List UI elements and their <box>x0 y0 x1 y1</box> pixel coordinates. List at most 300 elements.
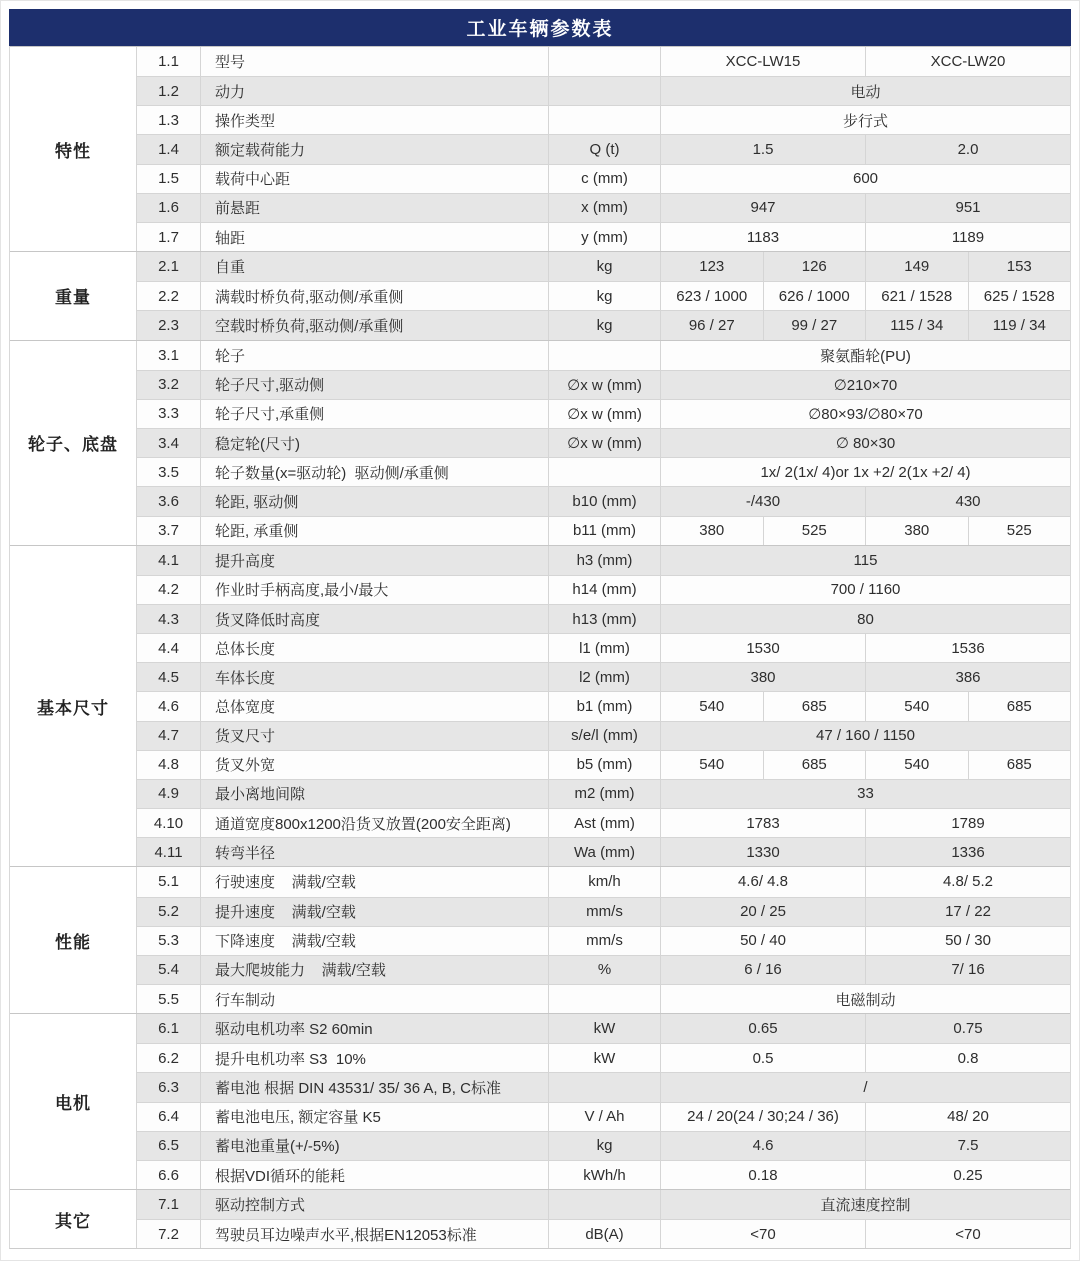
table-row <box>137 837 1070 866</box>
table-title: 工业车辆参数表 <box>466 19 614 40</box>
table-row <box>137 1014 1070 1043</box>
param-values <box>661 282 1070 310</box>
param-unit: dB(A) <box>549 1220 661 1248</box>
table-row <box>137 779 1070 808</box>
param-name: 轮距, 驱动侧 <box>201 487 549 515</box>
section-group <box>10 1013 1070 1189</box>
param-unit: b10 (mm) <box>549 487 661 515</box>
section-label: 其它 <box>10 1190 137 1248</box>
param-values <box>661 517 1070 545</box>
param-value: 1783 <box>746 814 780 832</box>
param-value: 7.5 <box>865 1132 1070 1160</box>
param-unit: h14 (mm) <box>549 576 661 604</box>
param-unit: mm/s <box>549 927 661 955</box>
param-values <box>661 809 1070 837</box>
param-unit: Q (t) <box>549 135 661 163</box>
param-unit: Ast (mm) <box>549 809 661 837</box>
table-row <box>137 252 1070 281</box>
row-number: 6.3 <box>137 1073 201 1101</box>
param-value: 50 / 30 <box>865 927 1070 955</box>
param-values <box>661 135 1070 163</box>
param-value: 380 <box>750 668 776 686</box>
param-name: 前悬距 <box>201 194 549 222</box>
row-number: 3.2 <box>137 371 201 399</box>
table-row <box>137 1219 1070 1248</box>
row-number: 2.3 <box>137 311 201 339</box>
param-values <box>661 956 1070 984</box>
param-name: 行驶速度 满载/空载 <box>201 867 549 896</box>
row-number: 1.1 <box>137 47 201 76</box>
param-value: 1536 <box>865 634 1070 662</box>
table-title-bar <box>9 9 1071 46</box>
row-number: 7.1 <box>137 1190 201 1219</box>
param-value: 119 / 34 <box>968 311 1071 339</box>
param-unit: l2 (mm) <box>549 663 661 691</box>
param-values <box>661 634 1070 662</box>
row-number: 1.4 <box>137 135 201 163</box>
param-unit: mm/s <box>549 898 661 926</box>
table-row <box>137 604 1070 633</box>
param-name: 下降速度 满载/空载 <box>201 927 549 955</box>
param-name: 通道宽度800x1200沿货叉放置(200安全距离) <box>201 809 549 837</box>
table-row <box>137 47 1070 76</box>
row-number: 3.3 <box>137 400 201 428</box>
param-name: 满载时桥负荷,驱动侧/承重侧 <box>201 282 549 310</box>
param-name: 最大爬坡能力 满载/空载 <box>201 956 549 984</box>
param-value: 126 <box>763 252 866 281</box>
row-number: 4.8 <box>137 751 201 779</box>
param-value: <70 <box>865 1220 1070 1248</box>
param-values <box>661 252 1070 281</box>
param-value: ∅ 80×30 <box>835 435 896 453</box>
table-row <box>137 1102 1070 1131</box>
row-number: 4.10 <box>137 809 201 837</box>
param-unit: ∅x w (mm) <box>549 400 661 428</box>
param-value: 525 <box>763 517 866 545</box>
param-values <box>661 927 1070 955</box>
section-rows <box>137 47 1070 251</box>
table-row <box>137 164 1070 193</box>
param-unit: % <box>549 956 661 984</box>
param-name: 提升高度 <box>201 546 549 575</box>
param-value: 115 <box>853 551 878 569</box>
param-value: 540 <box>865 751 968 779</box>
table-row <box>137 193 1070 222</box>
row-number: 1.6 <box>137 194 201 222</box>
param-value: 123 <box>699 258 725 276</box>
row-number: 1.2 <box>137 77 201 105</box>
table-row <box>137 1072 1070 1101</box>
param-value: XCC-LW15 <box>725 53 801 71</box>
table-row <box>137 955 1070 984</box>
param-value: 1x/ 2(1x/ 4)or 1x +2/ 2(1x +2/ 4) <box>760 463 971 481</box>
param-value: 380 <box>865 517 968 545</box>
param-value: 1189 <box>865 223 1070 251</box>
table-row <box>137 1190 1070 1219</box>
param-values <box>661 1014 1070 1043</box>
param-values <box>661 106 1070 134</box>
table-row <box>137 76 1070 105</box>
param-values <box>661 77 1070 105</box>
param-unit: m2 (mm) <box>549 780 661 808</box>
param-values <box>661 487 1070 515</box>
table-row <box>137 867 1070 896</box>
param-unit <box>549 106 661 134</box>
table-row <box>137 428 1070 457</box>
param-name: 车体长度 <box>201 663 549 691</box>
table-row <box>137 897 1070 926</box>
table-row <box>137 105 1070 134</box>
table-row <box>137 370 1070 399</box>
row-number: 4.5 <box>137 663 201 691</box>
row-number: 3.5 <box>137 458 201 486</box>
param-unit <box>549 341 661 370</box>
table-row <box>137 808 1070 837</box>
table-row <box>137 633 1070 662</box>
param-name: 轮子数量(x=驱动轮) 驱动侧/承重侧 <box>201 458 549 486</box>
row-number: 3.1 <box>137 341 201 370</box>
param-value: 7/ 16 <box>865 956 1070 984</box>
param-unit: h3 (mm) <box>549 546 661 575</box>
table-row <box>137 222 1070 251</box>
section-rows <box>137 252 1070 339</box>
param-values <box>661 165 1070 193</box>
param-values <box>661 985 1070 1013</box>
param-name: 额定载荷能力 <box>201 135 549 163</box>
param-name: 总体长度 <box>201 634 549 662</box>
section-label: 基本尺寸 <box>10 546 137 867</box>
row-number: 6.6 <box>137 1161 201 1189</box>
spec-table <box>9 46 1071 1249</box>
section-rows <box>137 1190 1070 1248</box>
section-group <box>10 866 1070 1013</box>
param-value: 1336 <box>865 838 1070 866</box>
section-rows <box>137 867 1070 1013</box>
param-value: 685 <box>968 751 1071 779</box>
param-name: 货叉外宽 <box>201 751 549 779</box>
param-values <box>661 1044 1070 1072</box>
table-row <box>137 662 1070 691</box>
row-number: 5.5 <box>137 985 201 1013</box>
param-value: 24 / 20(24 / 30;24 / 36) <box>687 1108 839 1126</box>
param-value: 626 / 1000 <box>763 282 866 310</box>
param-value: 96 / 27 <box>688 316 735 334</box>
param-unit <box>549 77 661 105</box>
param-name: 货叉降低时高度 <box>201 605 549 633</box>
param-unit <box>549 47 661 76</box>
param-value: 540 <box>865 692 968 720</box>
param-values <box>661 780 1070 808</box>
table-row <box>137 546 1070 575</box>
param-name: 作业时手柄高度,最小/最大 <box>201 576 549 604</box>
row-number: 1.7 <box>137 223 201 251</box>
param-value: 0.65 <box>748 1020 778 1038</box>
param-values <box>661 458 1070 486</box>
param-values <box>661 311 1070 339</box>
section-rows <box>137 546 1070 867</box>
param-value: 685 <box>763 692 866 720</box>
param-value: 80 <box>857 610 874 628</box>
table-row <box>137 926 1070 955</box>
param-value: 430 <box>865 487 1070 515</box>
table-row <box>137 721 1070 750</box>
param-value: 621 / 1528 <box>865 282 968 310</box>
table-row <box>137 134 1070 163</box>
param-name: 转弯半径 <box>201 838 549 866</box>
table-row <box>137 575 1070 604</box>
param-value: 电动 <box>850 83 881 101</box>
param-value: 1789 <box>865 809 1070 837</box>
row-number: 6.2 <box>137 1044 201 1072</box>
param-name: 载荷中心距 <box>201 165 549 193</box>
param-name: 蓄电池电压, 额定容量 K5 <box>201 1103 549 1131</box>
param-values <box>661 371 1070 399</box>
param-name: 行车制动 <box>201 985 549 1013</box>
row-number: 4.2 <box>137 576 201 604</box>
row-number: 4.6 <box>137 692 201 720</box>
section-label: 性能 <box>10 867 137 1013</box>
row-number: 6.1 <box>137 1014 201 1043</box>
param-values <box>661 1161 1070 1189</box>
param-value: 623 / 1000 <box>676 287 748 305</box>
param-value: 685 <box>968 692 1071 720</box>
table-row <box>137 516 1070 545</box>
param-values <box>661 47 1070 76</box>
param-values <box>661 838 1070 866</box>
param-values <box>661 663 1070 691</box>
param-values <box>661 429 1070 457</box>
param-value: 0.25 <box>865 1161 1070 1189</box>
param-values <box>661 692 1070 720</box>
param-value: 99 / 27 <box>763 311 866 339</box>
param-value: 0.75 <box>865 1014 1070 1043</box>
param-name: 型号 <box>201 47 549 76</box>
param-value: 685 <box>763 751 866 779</box>
param-value: 4.8/ 5.2 <box>865 867 1070 896</box>
param-value: 1530 <box>746 639 780 657</box>
param-values <box>661 546 1070 575</box>
section-group <box>10 340 1070 545</box>
param-values <box>661 605 1070 633</box>
section-rows <box>137 341 1070 545</box>
row-number: 2.1 <box>137 252 201 281</box>
param-name: 轮子尺寸,承重侧 <box>201 400 549 428</box>
param-unit: kW <box>549 1044 661 1072</box>
param-name: 轮子 <box>201 341 549 370</box>
param-name: 蓄电池 根据 DIN 43531/ 35/ 36 A, B, C标准 <box>201 1073 549 1101</box>
row-number: 4.1 <box>137 546 201 575</box>
param-name: 根据VDI循环的能耗 <box>201 1161 549 1189</box>
param-values <box>661 898 1070 926</box>
row-number: 7.2 <box>137 1220 201 1248</box>
param-name: 动力 <box>201 77 549 105</box>
table-row <box>137 341 1070 370</box>
param-value: 2.0 <box>865 135 1070 163</box>
param-name: 提升速度 满载/空载 <box>201 898 549 926</box>
section-rows <box>137 1014 1070 1189</box>
row-number: 5.3 <box>137 927 201 955</box>
param-value: 153 <box>968 252 1071 281</box>
table-row <box>137 1160 1070 1189</box>
param-value: 1183 <box>746 228 780 246</box>
table-row <box>137 1131 1070 1160</box>
param-value: XCC-LW20 <box>865 47 1070 76</box>
param-value: 4.6/ 4.8 <box>737 873 789 891</box>
param-value: 625 / 1528 <box>968 282 1071 310</box>
param-unit: kg <box>549 1132 661 1160</box>
param-value: 48/ 20 <box>865 1103 1070 1131</box>
row-number: 1.3 <box>137 106 201 134</box>
param-values <box>661 341 1070 370</box>
table-row <box>137 281 1070 310</box>
param-name: 轴距 <box>201 223 549 251</box>
param-name: 轮子尺寸,驱动侧 <box>201 371 549 399</box>
param-unit: b5 (mm) <box>549 751 661 779</box>
section-label: 重量 <box>10 252 137 339</box>
row-number: 5.4 <box>137 956 201 984</box>
section-group <box>10 251 1070 339</box>
param-name: 驱动电机功率 S2 60min <box>201 1014 549 1043</box>
row-number: 5.2 <box>137 898 201 926</box>
row-number: 3.4 <box>137 429 201 457</box>
param-name: 操作类型 <box>201 106 549 134</box>
param-unit: kWh/h <box>549 1161 661 1189</box>
param-unit: h13 (mm) <box>549 605 661 633</box>
param-value: 380 <box>699 522 725 540</box>
param-value: 0.5 <box>752 1049 774 1067</box>
param-value: 700 / 1160 <box>830 581 901 599</box>
param-unit: km/h <box>549 867 661 896</box>
row-number: 5.1 <box>137 867 201 896</box>
param-value: 50 / 40 <box>740 932 786 950</box>
param-unit: b1 (mm) <box>549 692 661 720</box>
param-value: 540 <box>699 698 725 716</box>
param-values <box>661 751 1070 779</box>
table-row <box>137 486 1070 515</box>
param-unit: kg <box>549 282 661 310</box>
param-unit <box>549 1073 661 1101</box>
row-number: 4.4 <box>137 634 201 662</box>
param-value: <70 <box>750 1225 776 1243</box>
param-value: 步行式 <box>842 112 888 130</box>
param-unit: b11 (mm) <box>549 517 661 545</box>
param-unit: s/e/l (mm) <box>549 722 661 750</box>
param-name: 总体宽度 <box>201 692 549 720</box>
param-values <box>661 1103 1070 1131</box>
param-unit: x (mm) <box>549 194 661 222</box>
param-name: 自重 <box>201 252 549 281</box>
param-value: 951 <box>865 194 1070 222</box>
param-name: 稳定轮(尺寸) <box>201 429 549 457</box>
row-number: 4.9 <box>137 780 201 808</box>
param-value: / <box>863 1079 868 1097</box>
param-value: ∅80×93/∅80×70 <box>808 405 923 423</box>
param-value: 6 / 16 <box>744 961 782 979</box>
param-unit <box>549 985 661 1013</box>
table-row <box>137 310 1070 339</box>
param-values <box>661 194 1070 222</box>
param-name: 空载时桥负荷,驱动侧/承重侧 <box>201 311 549 339</box>
param-value: 1.5 <box>752 141 774 159</box>
param-value: 149 <box>865 252 968 281</box>
param-unit: ∅x w (mm) <box>549 371 661 399</box>
row-number: 3.7 <box>137 517 201 545</box>
param-value: 47 / 160 / 1150 <box>816 727 915 745</box>
param-values <box>661 722 1070 750</box>
param-value: ∅210×70 <box>833 376 898 394</box>
row-number: 6.4 <box>137 1103 201 1131</box>
param-value: 0.8 <box>865 1044 1070 1072</box>
param-unit: ∅x w (mm) <box>549 429 661 457</box>
row-number: 2.2 <box>137 282 201 310</box>
param-value: 386 <box>865 663 1070 691</box>
table-row <box>137 984 1070 1013</box>
section-group <box>10 46 1070 251</box>
param-name: 蓄电池重量(+/-5%) <box>201 1132 549 1160</box>
row-number: 4.3 <box>137 605 201 633</box>
param-value: 525 <box>968 517 1071 545</box>
param-values <box>661 576 1070 604</box>
param-name: 驾驶员耳边噪声水平,根据EN12053标准 <box>201 1220 549 1248</box>
section-label: 特性 <box>10 47 137 251</box>
param-value: 4.6 <box>752 1137 774 1155</box>
section-group <box>10 545 1070 867</box>
param-value: 947 <box>750 199 776 217</box>
param-value: 0.18 <box>748 1166 778 1184</box>
row-number: 1.5 <box>137 165 201 193</box>
param-unit: kg <box>549 311 661 339</box>
param-value: 115 / 34 <box>865 311 968 339</box>
param-unit: kg <box>549 252 661 281</box>
table-row <box>137 1043 1070 1072</box>
table-row <box>137 750 1070 779</box>
param-value: 直流速度控制 <box>820 1197 911 1215</box>
param-name: 驱动控制方式 <box>201 1190 549 1219</box>
param-values <box>661 1132 1070 1160</box>
param-value: 600 <box>852 170 879 188</box>
param-name: 最小离地间隙 <box>201 780 549 808</box>
param-unit: V / Ah <box>549 1103 661 1131</box>
param-value: 聚氨酯轮(PU) <box>820 347 911 365</box>
table-row <box>137 399 1070 428</box>
row-number: 3.6 <box>137 487 201 515</box>
param-values <box>661 223 1070 251</box>
param-values <box>661 867 1070 896</box>
param-unit: kW <box>549 1014 661 1043</box>
param-values <box>661 1220 1070 1248</box>
row-number: 6.5 <box>137 1132 201 1160</box>
param-value: 1330 <box>746 843 780 861</box>
param-values <box>661 1073 1070 1101</box>
param-unit <box>549 1190 661 1219</box>
param-value: 17 / 22 <box>865 898 1070 926</box>
section-group <box>10 1189 1070 1248</box>
table-row <box>137 457 1070 486</box>
param-value: 20 / 25 <box>740 903 786 921</box>
param-values <box>661 400 1070 428</box>
param-name: 货叉尺寸 <box>201 722 549 750</box>
param-unit: c (mm) <box>549 165 661 193</box>
param-values <box>661 1190 1070 1219</box>
param-name: 提升电机功率 S3 10% <box>201 1044 549 1072</box>
table-row <box>137 691 1070 720</box>
param-name: 轮距, 承重侧 <box>201 517 549 545</box>
param-value: 540 <box>699 756 725 774</box>
row-number: 4.11 <box>137 838 201 866</box>
param-value: -/430 <box>745 492 781 510</box>
param-value: 电磁制动 <box>835 991 896 1009</box>
param-unit <box>549 458 661 486</box>
